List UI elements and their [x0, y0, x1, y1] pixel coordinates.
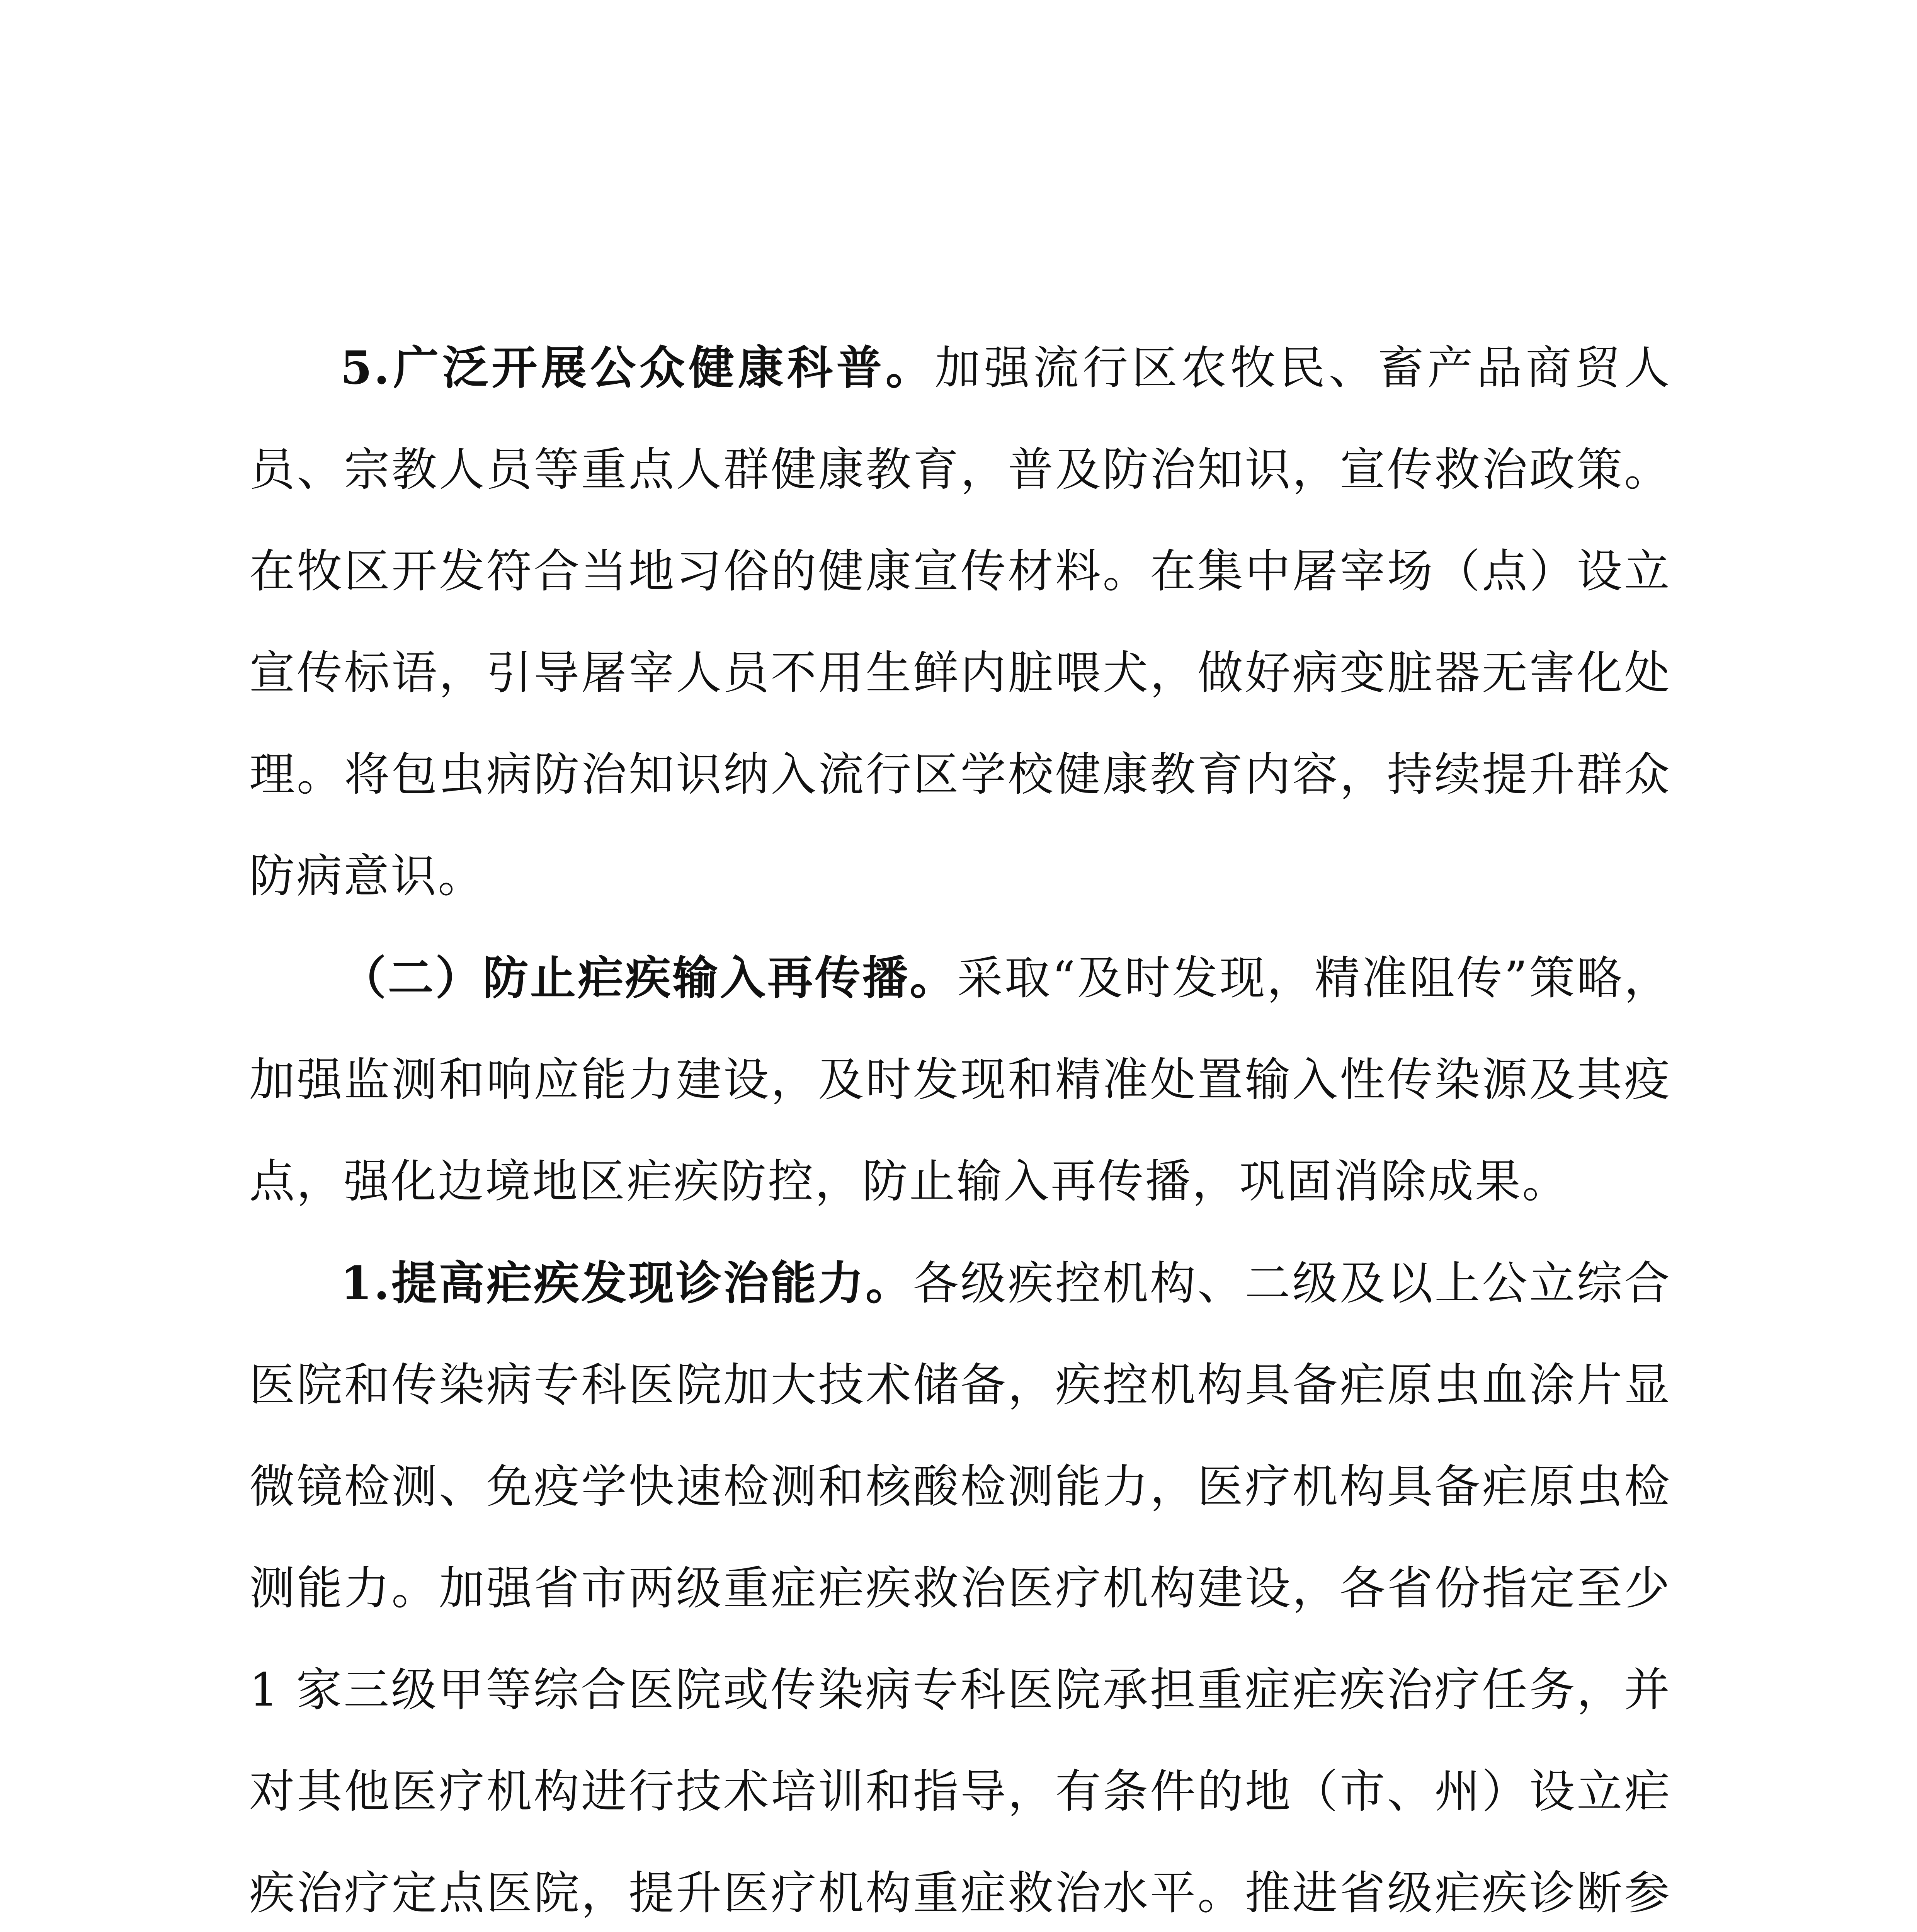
paragraph-malaria-prevention-section: [249, 927, 1671, 1232]
section-heading: （二）防止疟疾输入再传播。: [340, 951, 957, 1005]
paragraph-heading: 5.广泛开展公众健康科普。: [340, 341, 935, 395]
paragraph-heading: 1.提高疟疾发现诊治能力。: [340, 1256, 913, 1310]
paragraph-malaria-diagnosis-capacity: [249, 1232, 1671, 1932]
paragraph-text: 加强流行区农牧民、畜产品商贸人员、宗教人员等重点人群健康教育，普及防治知识，宣传救治政策。在牧区开发符合当地习俗的健康宣传材料。在集中屠宰场（点）设立宣传标语，引导屠宰人员不用生鲜内脏喂犬，做好病变脏器无害化处理。将包虫病防治知识纳入流行区学校健康教育内容，持续提升群众防病意识。: [249, 341, 1671, 903]
paragraph-public-health-education: [249, 317, 1671, 927]
paragraph-text: 各级疾控机构、二级及以上公立综合医院和传染病专科医院加大技术储备，疾控机构具备疟原虫血涂片显微镜检测、免疫学快速检测和核酸检测能力，医疗机构具备疟原虫检测能力。加强省市两级重症疟疾救治医疗机构建设，各省份指定至少 1 家三级甲等综合医院或传染病专科医院承担重症疟疾治疗任务，并对其他医疗机构进行技术培训和指导，有条件的地（市、州）设立疟疾治疗定点医院，提升医疗机构重症救治水平。推进省级疟疾诊断参: [249, 1257, 1671, 1920]
paragraph-text: 采取“及时发现，精准阻传”策略，加强监测和响应能力建设，及时发现和精准处置输入性传染源及其疫点，强化边境地区疟疾防控，防止输入再传播，巩固消除成果。: [249, 951, 1671, 1208]
document-body: [249, 317, 1671, 1932]
